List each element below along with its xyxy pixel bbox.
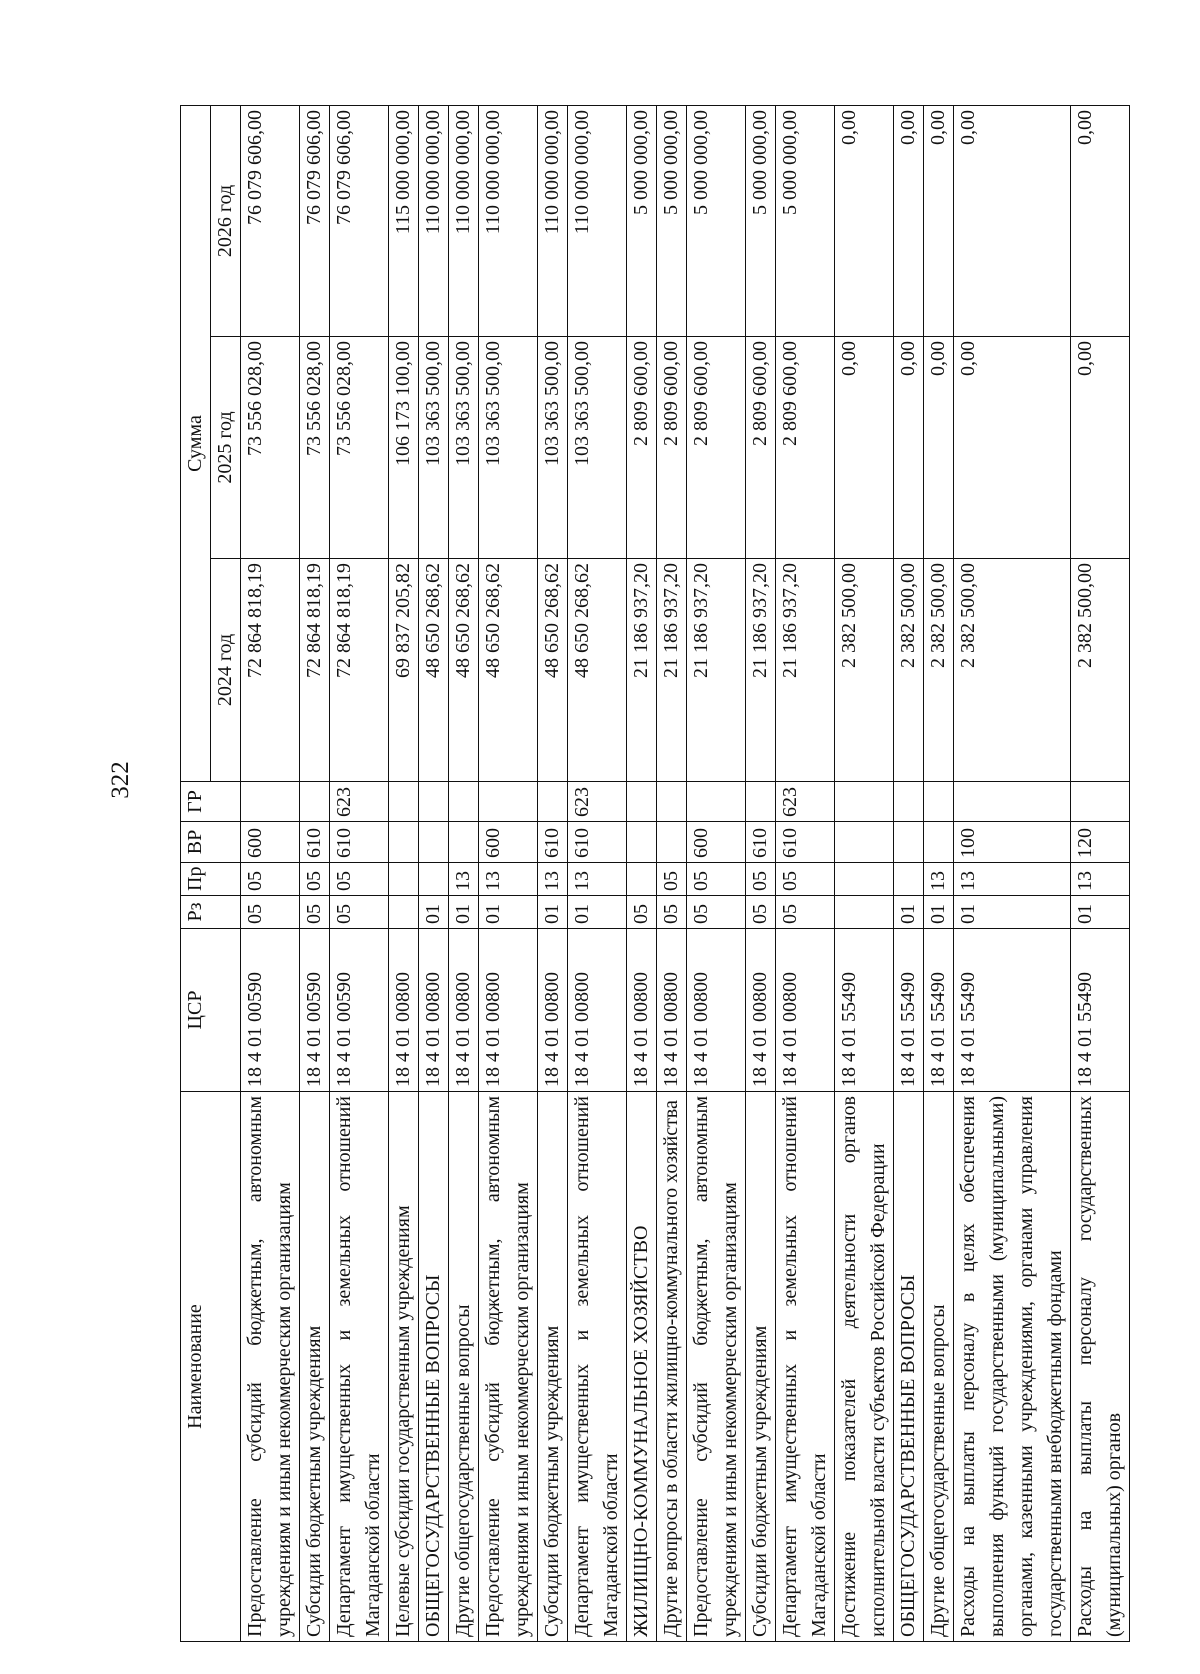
csr-cell: 18 4 01 55490	[954, 929, 1071, 1092]
amount-2025-cell: 0,00	[954, 337, 1071, 559]
pr-cell	[419, 863, 449, 896]
amount-2024-cell: 48 650 268,62	[479, 559, 538, 782]
rz-cell: 05	[330, 896, 389, 929]
name-cell: Целевые субсидии государственным учреждениям	[389, 1092, 419, 1642]
table-row	[300, 105, 330, 1641]
amount-2025-cell: 106 173 100,00	[389, 337, 419, 559]
rz-cell: 01	[449, 896, 479, 929]
rotated-table-wrapper	[180, 106, 1125, 1642]
name-cell: Предоставление субсидий бюджетным, автономным учреждениям и иным некоммерческим организациям	[687, 1092, 746, 1642]
amount-2025-cell: 103 363 500,00	[419, 337, 449, 559]
amount-2024-cell: 2 382 500,00	[1071, 559, 1130, 782]
amount-2024-cell: 21 186 937,20	[746, 559, 776, 782]
rz-cell: 01	[479, 896, 538, 929]
amount-2026-cell: 110 000 000,00	[538, 105, 568, 336]
table-row	[776, 105, 835, 1641]
amount-2024-cell: 69 837 205,82	[389, 559, 419, 782]
page-number: 322	[107, 761, 134, 799]
gr-cell	[449, 782, 479, 822]
name-cell: Департамент имущественных и земельных отношений Магаданской области	[330, 1092, 389, 1642]
csr-cell: 18 4 01 55490	[924, 929, 954, 1092]
vr-cell: 600	[241, 822, 300, 863]
csr-cell: 18 4 01 00590	[330, 929, 389, 1092]
amount-2025-cell: 73 556 028,00	[330, 337, 389, 559]
header-gr: ГР	[181, 782, 241, 822]
csr-cell: 18 4 01 55490	[1071, 929, 1130, 1092]
amount-2026-cell: 110 000 000,00	[568, 105, 627, 336]
name-cell: Субсидии бюджетным учреждениям	[746, 1092, 776, 1642]
amount-2024-cell: 72 864 818,19	[330, 559, 389, 782]
rz-cell: 05	[300, 896, 330, 929]
vr-cell	[389, 822, 419, 863]
rz-cell: 05	[746, 896, 776, 929]
table-row	[924, 105, 954, 1641]
vr-cell	[449, 822, 479, 863]
gr-cell	[746, 782, 776, 822]
csr-cell: 18 4 01 00800	[419, 929, 449, 1092]
gr-cell	[538, 782, 568, 822]
amount-2024-cell: 48 650 268,62	[419, 559, 449, 782]
name-cell: Субсидии бюджетным учреждениям	[538, 1092, 568, 1642]
name-cell: Достижение показателей деятельности органов исполнительной власти субъектов Российской Федерации	[835, 1092, 894, 1642]
header-sum: Сумма	[181, 105, 211, 781]
pr-cell: 05	[776, 863, 835, 896]
table-row	[330, 105, 389, 1641]
vr-cell: 120	[1071, 822, 1130, 863]
name-cell: Субсидии бюджетным учреждениям	[300, 1092, 330, 1642]
table-row	[241, 105, 300, 1641]
amount-2024-cell: 21 186 937,20	[657, 559, 687, 782]
rz-cell	[389, 896, 419, 929]
vr-cell: 100	[954, 822, 1071, 863]
amount-2025-cell: 0,00	[1071, 337, 1130, 559]
amount-2025-cell: 0,00	[894, 337, 924, 559]
pr-cell: 13	[954, 863, 1071, 896]
amount-2024-cell: 21 186 937,20	[776, 559, 835, 782]
amount-2026-cell: 76 079 606,00	[330, 105, 389, 336]
table-row	[568, 105, 627, 1641]
amount-2026-cell: 76 079 606,00	[241, 105, 300, 336]
pr-cell: 13	[479, 863, 538, 896]
amount-2026-cell: 0,00	[894, 105, 924, 336]
rz-cell: 01	[954, 896, 1071, 929]
gr-cell	[241, 782, 300, 822]
csr-cell: 18 4 01 00590	[241, 929, 300, 1092]
gr-cell	[657, 782, 687, 822]
amount-2025-cell: 103 363 500,00	[568, 337, 627, 559]
pr-cell: 13	[538, 863, 568, 896]
vr-cell: 610	[538, 822, 568, 863]
pr-cell: 05	[687, 863, 746, 896]
amount-2026-cell: 0,00	[954, 105, 1071, 336]
rz-cell: 01	[1071, 896, 1130, 929]
amount-2024-cell: 2 382 500,00	[924, 559, 954, 782]
table-header	[181, 105, 241, 1641]
name-cell: Департамент имущественных и земельных отношений Магаданской области	[776, 1092, 835, 1642]
csr-cell: 18 4 01 00800	[568, 929, 627, 1092]
amount-2025-cell: 73 556 028,00	[300, 337, 330, 559]
gr-cell	[687, 782, 746, 822]
gr-cell	[924, 782, 954, 822]
amount-2025-cell: 103 363 500,00	[449, 337, 479, 559]
csr-cell: 18 4 01 00800	[449, 929, 479, 1092]
amount-2026-cell: 5 000 000,00	[776, 105, 835, 336]
amount-2026-cell: 0,00	[924, 105, 954, 336]
amount-2024-cell: 48 650 268,62	[449, 559, 479, 782]
header-year-2024: 2024 год	[211, 559, 241, 782]
amount-2024-cell: 2 382 500,00	[894, 559, 924, 782]
table-row	[746, 105, 776, 1641]
amount-2025-cell: 2 809 600,00	[776, 337, 835, 559]
gr-cell	[894, 782, 924, 822]
table-row	[835, 105, 894, 1641]
amount-2026-cell: 110 000 000,00	[479, 105, 538, 336]
gr-cell: 623	[568, 782, 627, 822]
header-csr: ЦСР	[181, 929, 241, 1092]
pr-cell: 05	[300, 863, 330, 896]
table-row	[894, 105, 924, 1641]
amount-2025-cell: 2 809 600,00	[746, 337, 776, 559]
amount-2024-cell: 72 864 818,19	[300, 559, 330, 782]
amount-2025-cell: 73 556 028,00	[241, 337, 300, 559]
vr-cell: 610	[746, 822, 776, 863]
amount-2025-cell: 2 809 600,00	[627, 337, 657, 559]
pr-cell: 05	[330, 863, 389, 896]
amount-2025-cell: 2 809 600,00	[687, 337, 746, 559]
name-cell: Предоставление субсидий бюджетным, автономным учреждениям и иным некоммерческим организациям	[479, 1092, 538, 1642]
amount-2026-cell: 0,00	[1071, 105, 1130, 336]
header-year-2025: 2025 год	[211, 337, 241, 559]
csr-cell: 18 4 01 00800	[389, 929, 419, 1092]
pr-cell	[894, 863, 924, 896]
amount-2024-cell: 21 186 937,20	[687, 559, 746, 782]
amount-2025-cell: 0,00	[835, 337, 894, 559]
amount-2025-cell: 103 363 500,00	[479, 337, 538, 559]
vr-cell: 610	[568, 822, 627, 863]
amount-2026-cell: 5 000 000,00	[657, 105, 687, 336]
vr-cell: 610	[776, 822, 835, 863]
rz-cell: 05	[687, 896, 746, 929]
table-row	[479, 105, 538, 1641]
amount-2024-cell: 2 382 500,00	[835, 559, 894, 782]
vr-cell	[835, 822, 894, 863]
name-cell: Департамент имущественных и земельных отношений Магаданской области	[568, 1092, 627, 1642]
csr-cell: 18 4 01 55490	[835, 929, 894, 1092]
header-pr: Пр	[181, 863, 241, 896]
amount-2024-cell: 72 864 818,19	[241, 559, 300, 782]
vr-cell: 610	[300, 822, 330, 863]
pr-cell: 05	[657, 863, 687, 896]
vr-cell	[894, 822, 924, 863]
pr-cell: 13	[568, 863, 627, 896]
vr-cell	[419, 822, 449, 863]
vr-cell	[657, 822, 687, 863]
csr-cell: 18 4 01 00590	[300, 929, 330, 1092]
name-cell: Предоставление субсидий бюджетным, автономным учреждениям и иным некоммерческим организациям	[241, 1092, 300, 1642]
amount-2024-cell: 48 650 268,62	[538, 559, 568, 782]
name-cell: Другие общегосударственные вопросы	[924, 1092, 954, 1642]
name-cell: Другие общегосударственные вопросы	[449, 1092, 479, 1642]
name-cell: ЖИЛИЩНО-КОММУНАЛЬНОЕ ХОЗЯЙСТВО	[627, 1092, 657, 1642]
gr-cell	[300, 782, 330, 822]
csr-cell: 18 4 01 00800	[538, 929, 568, 1092]
amount-2026-cell: 5 000 000,00	[746, 105, 776, 336]
header-rz: Рз	[181, 896, 241, 929]
amount-2024-cell: 21 186 937,20	[627, 559, 657, 782]
csr-cell: 18 4 01 55490	[894, 929, 924, 1092]
gr-cell	[627, 782, 657, 822]
gr-cell	[419, 782, 449, 822]
amount-2026-cell: 76 079 606,00	[300, 105, 330, 336]
table-body	[241, 105, 1130, 1641]
vr-cell: 600	[479, 822, 538, 863]
gr-cell	[479, 782, 538, 822]
csr-cell: 18 4 01 00800	[746, 929, 776, 1092]
table-row	[657, 105, 687, 1641]
rz-cell: 01	[894, 896, 924, 929]
amount-2026-cell: 110 000 000,00	[449, 105, 479, 336]
amount-2024-cell: 2 382 500,00	[954, 559, 1071, 782]
amount-2025-cell: 0,00	[924, 337, 954, 559]
pr-cell: 05	[241, 863, 300, 896]
vr-cell	[924, 822, 954, 863]
table-row	[687, 105, 746, 1641]
csr-cell: 18 4 01 00800	[657, 929, 687, 1092]
vr-cell	[627, 822, 657, 863]
header-vr: ВР	[181, 822, 241, 863]
amount-2025-cell: 103 363 500,00	[538, 337, 568, 559]
pr-cell	[835, 863, 894, 896]
gr-cell	[954, 782, 1071, 822]
amount-2024-cell: 48 650 268,62	[568, 559, 627, 782]
gr-cell: 623	[776, 782, 835, 822]
header-name: Наименование	[181, 1092, 241, 1642]
amount-2026-cell: 110 000 000,00	[419, 105, 449, 336]
gr-cell: 623	[330, 782, 389, 822]
amount-2026-cell: 115 000 000,00	[389, 105, 419, 336]
name-cell: Другие вопросы в области жилищно-коммунального хозяйства	[657, 1092, 687, 1642]
pr-cell	[627, 863, 657, 896]
amount-2026-cell: 5 000 000,00	[627, 105, 657, 336]
rz-cell: 01	[924, 896, 954, 929]
rz-cell: 05	[241, 896, 300, 929]
name-cell: Расходы на выплаты персоналу государственных (муниципальных) органов	[1071, 1092, 1130, 1642]
csr-cell: 18 4 01 00800	[776, 929, 835, 1092]
rz-cell: 01	[568, 896, 627, 929]
rz-cell	[835, 896, 894, 929]
csr-cell: 18 4 01 00800	[627, 929, 657, 1092]
gr-cell	[389, 782, 419, 822]
amount-2026-cell: 5 000 000,00	[687, 105, 746, 336]
rz-cell: 05	[627, 896, 657, 929]
table-row	[1071, 105, 1130, 1641]
pr-cell: 05	[746, 863, 776, 896]
amount-2026-cell: 0,00	[835, 105, 894, 336]
table-row	[954, 105, 1071, 1641]
rz-cell: 05	[776, 896, 835, 929]
table-row	[449, 105, 479, 1641]
amount-2025-cell: 2 809 600,00	[657, 337, 687, 559]
rz-cell: 01	[419, 896, 449, 929]
csr-cell: 18 4 01 00800	[479, 929, 538, 1092]
header-year-2026: 2026 год	[211, 105, 241, 336]
vr-cell: 600	[687, 822, 746, 863]
gr-cell	[835, 782, 894, 822]
budget-table	[180, 105, 1130, 1642]
rz-cell: 01	[538, 896, 568, 929]
table-row	[538, 105, 568, 1641]
name-cell: Расходы на выплаты персоналу в целях обеспечения выполнения функций государственными (муниципальными) органами, казенными учреждениями, органами управления государственными внебюджетными фондами	[954, 1092, 1071, 1642]
pr-cell: 13	[1071, 863, 1130, 896]
vr-cell: 610	[330, 822, 389, 863]
pr-cell	[389, 863, 419, 896]
name-cell: ОБЩЕГОСУДАРСТВЕННЫЕ ВОПРОСЫ	[894, 1092, 924, 1642]
csr-cell: 18 4 01 00800	[687, 929, 746, 1092]
rz-cell: 05	[657, 896, 687, 929]
pr-cell: 13	[924, 863, 954, 896]
table-row	[389, 105, 419, 1641]
gr-cell	[1071, 782, 1130, 822]
pr-cell: 13	[449, 863, 479, 896]
table-row	[627, 105, 657, 1641]
table-row	[419, 105, 449, 1641]
name-cell: ОБЩЕГОСУДАРСТВЕННЫЕ ВОПРОСЫ	[419, 1092, 449, 1642]
